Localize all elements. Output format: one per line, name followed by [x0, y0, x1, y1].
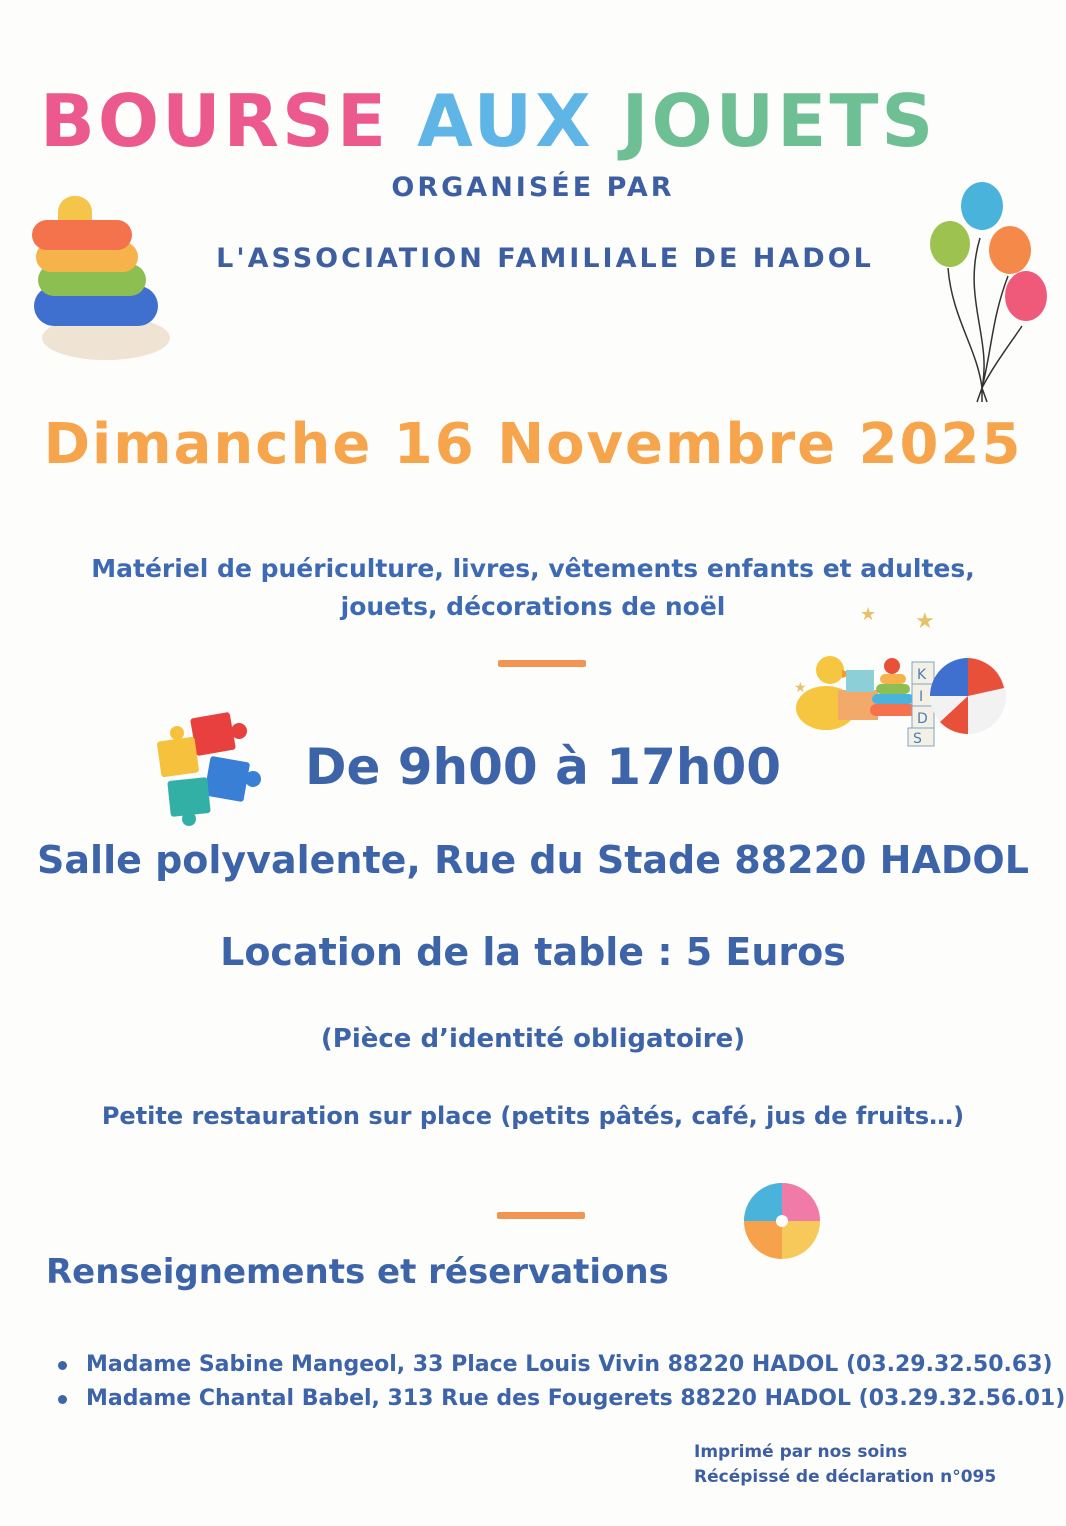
title-word-aux: AUX [417, 79, 594, 163]
title-word-jouets: JOUETS [621, 79, 937, 163]
contact-item [56, 1382, 1065, 1416]
block-k: K [917, 667, 927, 683]
table-rental-price: Location de la table : 5 Euros [220, 930, 846, 974]
svg-text:★: ★ [915, 609, 935, 634]
organizer-intro: ORGANISÉE PAR [391, 172, 675, 203]
beach-ball-icon [740, 1180, 824, 1262]
opening-hours: De 9h00 à 17h00 [304, 738, 782, 796]
catering-note: Petite restauration sur place (petits pâtés, café, jus de fruits…) [101, 1102, 965, 1130]
contact-item [56, 1348, 1065, 1382]
bullet-icon [58, 1395, 67, 1404]
id-required-note: (Pièce d’identité obligatoire) [320, 1024, 746, 1054]
organizer-name: L'ASSOCIATION FAMILIALE DE HADOL [216, 243, 874, 274]
event-date: Dimanche 16 Novembre 2025 [43, 412, 1023, 477]
footer-note [694, 1440, 996, 1490]
bullet-icon [58, 1361, 67, 1370]
footer-line-1: Imprimé par nos soins [694, 1442, 908, 1462]
venue-address: Salle polyvalente, Rue du Stade 88220 HADOL [37, 838, 1029, 882]
divider-bottom [497, 1212, 585, 1219]
block-i: I [919, 689, 924, 705]
materials-line-2: jouets, décorations de noël [340, 592, 726, 621]
footer-line-2: Récépissé de déclaration n°095 [694, 1467, 997, 1487]
balloons-icon [922, 178, 1052, 406]
info-heading: Renseignements et réservations [46, 1252, 669, 1292]
materials-line-1: Matériel de puériculture, livres, vêtements enfants et adultes, [91, 554, 975, 583]
contact-text: Madame Chantal Babel, 313 Rue des Fougerets 88220 HADOL (03.29.32.56.01) [86, 1386, 1066, 1411]
stacking-rings-icon [28, 186, 178, 371]
svg-text:★: ★ [860, 604, 877, 625]
divider-top [498, 660, 586, 667]
poster-title [40, 78, 1066, 164]
svg-text:★: ★ [794, 680, 807, 696]
contact-text: Madame Sabine Mangeol, 33 Place Louis Vivin 88220 HADOL (03.29.32.50.63) [86, 1352, 1053, 1377]
toys-icon [790, 600, 1010, 750]
block-s: S [913, 731, 922, 747]
contact-list [56, 1348, 1065, 1416]
title-word-bourse: BOURSE [40, 79, 390, 163]
block-d: D [917, 711, 928, 727]
